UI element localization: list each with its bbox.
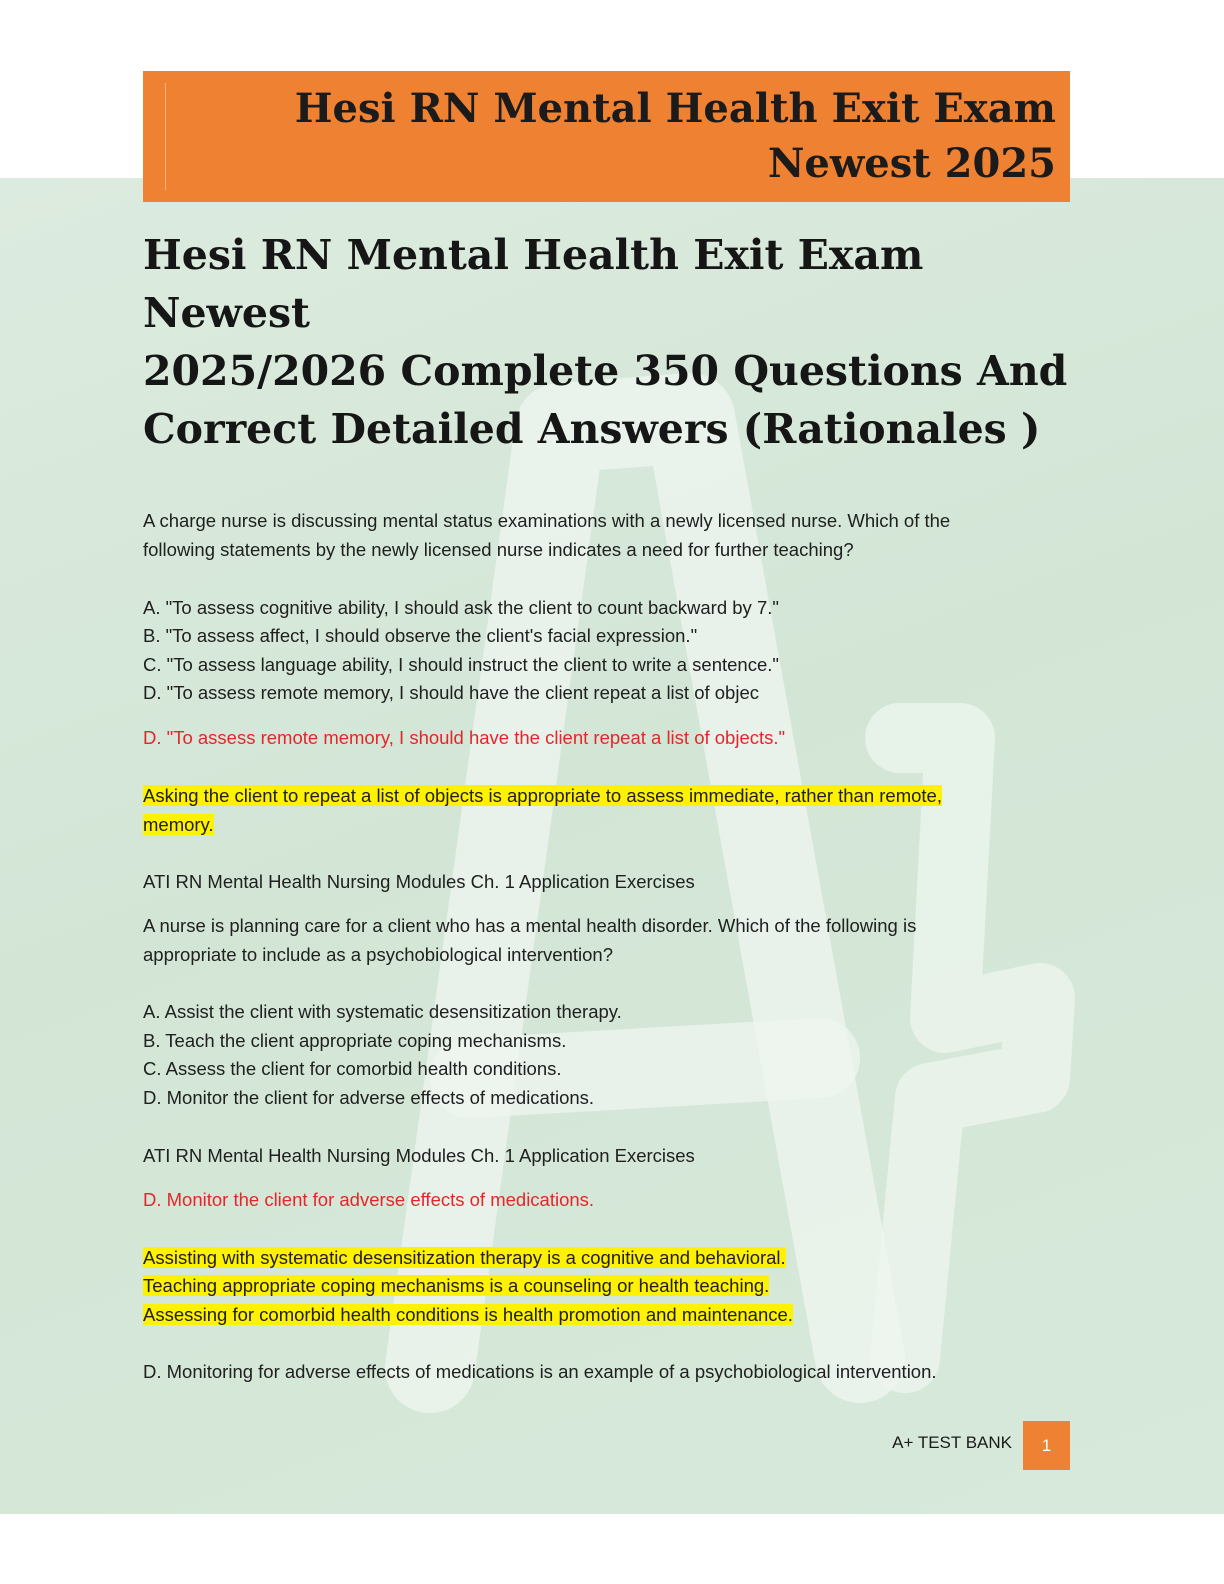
q1-stem-line: following statements by the newly licensed nurse indicates a need for further teaching? [143,539,854,560]
q2-source: ATI RN Mental Health Nursing Modules Ch. 1 Application Exercises [143,1145,695,1166]
document-title-line: 2025/2026 Complete 350 Questions And [143,347,1068,395]
q2-option-d: D. Monitor the client for adverse effects of medications. [143,1087,595,1108]
q2-option-a: A. Assist the client with systematic desensitization therapy. [143,1001,622,1022]
header-title-line-2: Newest 2025 [767,140,1056,187]
header-banner [143,71,1070,202]
document-title-line: Hesi RN Mental Health Exit Exam Newest [143,231,924,337]
q1-rationale-line: memory. [143,814,214,835]
q1-option-a: A. "To assess cognitive ability, I should ask the client to count backward by 7." [143,597,779,618]
footer-label: A+ TEST BANK [892,1433,1012,1452]
q2-option-c: C. Assess the client for comorbid health conditions. [143,1058,562,1079]
q1-stem-line: A charge nurse is discussing mental status examinations with a newly licensed nurse. Which of the [143,510,951,531]
q1-option-c: C. "To assess language ability, I should instruct the client to write a sentence." [143,654,779,675]
q2-option-b: B. Teach the client appropriate coping mechanisms. [143,1030,567,1051]
q2-rationale-line: Assisting with systematic desensitization therapy is a cognitive and behavioral. [143,1247,786,1268]
document-title [143,226,1073,458]
q1-option-d: D. "To assess remote memory, I should have the client repeat a list of objec [143,682,759,703]
q2-rationale-line: Assessing for comorbid health conditions is health promotion and maintenance. [143,1304,793,1325]
header-title-line-1: Hesi RN Mental Health Exit Exam [294,85,1056,132]
q1-source: ATI RN Mental Health Nursing Modules Ch. 1 Application Exercises [143,871,695,892]
header-title [196,81,1056,191]
q2-stem-line: appropriate to include as a psychobiological intervention? [143,944,613,965]
q1-rationale-line: Asking the client to repeat a list of objects is appropriate to assess immediate, rather than remote, [143,785,942,806]
q1-option-b: B. "To assess affect, I should observe the client's facial expression." [143,625,698,646]
q2-explanation: D. Monitoring for adverse effects of medications is an example of a psychobiological intervention. [143,1361,937,1382]
page-number: 1 [1023,1421,1070,1470]
q2-stem-line: A nurse is planning care for a client who has a mental health disorder. Which of the following is [143,915,917,936]
q1-answer: D. "To assess remote memory, I should have the client repeat a list of objects." [143,727,786,748]
q2-answer: D. Monitor the client for adverse effects of medications. [143,1189,595,1210]
q2-rationale-line: Teaching appropriate coping mechanisms is a counseling or health teaching. [143,1275,770,1296]
header-divider [165,83,166,190]
document-title-line: Correct Detailed Answers (Rationales ) [143,405,1041,453]
